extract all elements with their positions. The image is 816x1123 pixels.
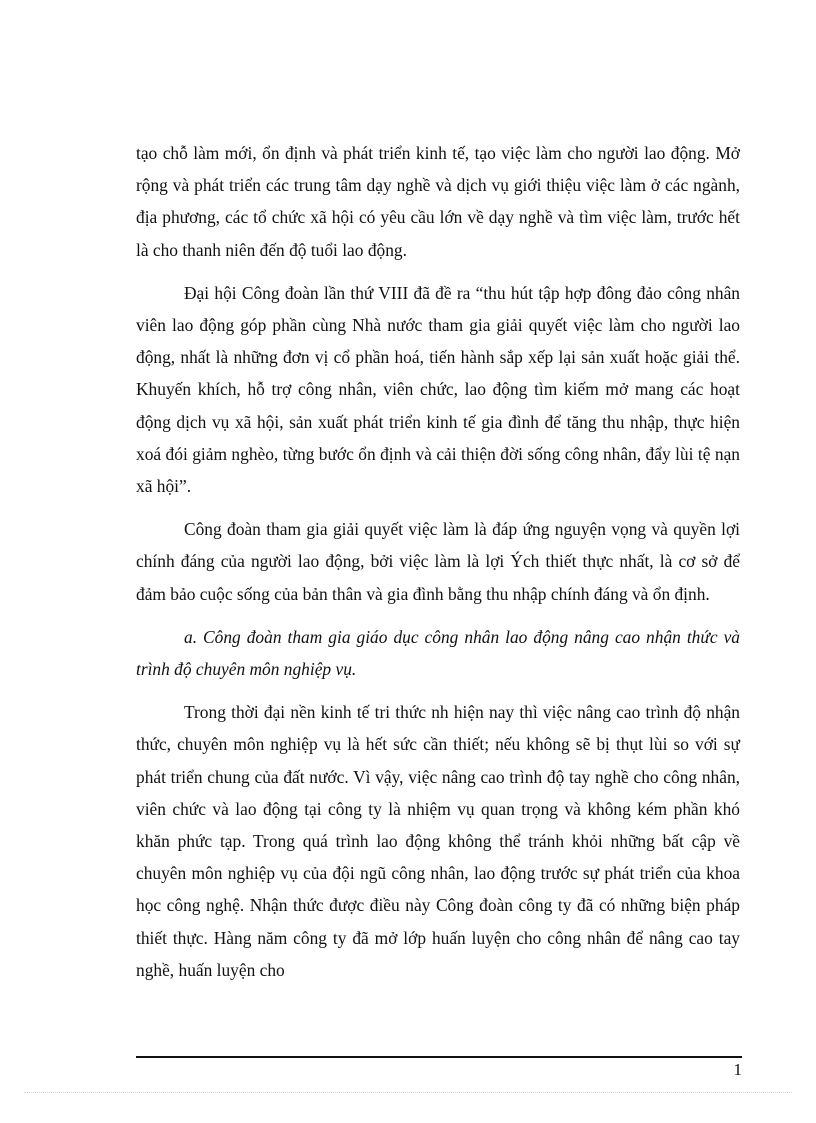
footer-rule [136,1056,742,1058]
paragraph-2: Đại hội Công đoàn lần thứ VIII đã đề ra “thu hút tập hợp đông đảo công nhân viên lao động góp phần cùng Nhà nước tham gia giải quyết việc làm cho người lao động, nhất là những đơn vị cổ phần hoá, tiến hành sắp xếp lại sản xuất hoặc giải thể. Khuyến khích, hỗ trợ công nhân, viên chức, lao động tìm kiếm mở mang các hoạt động dịch vụ xã hội, sản xuất phát triển kinh tế gia đình để tăng thu nhập, thực hiện xoá đói giảm nghèo, từng bước ổn định và cải thiện đời sống công nhân, đẩy lùi tệ nạn xã hội”. [136,282,740,497]
section-heading-a: a. Công đoàn tham gia giáo dục công nhân lao động nâng cao nhận thức và trình độ chuyên môn nghiệp vụ. [136,626,740,680]
page-edge-divider [24,1092,792,1093]
page-number: 1 [733,1060,742,1079]
paragraph-1: tạo chỗ làm mới, ổn định và phát triển kinh tế, tạo việc làm cho người lao động. Mở rộng và phát triển các trung tâm dạy nghề và dịch vụ giới thiệu việc làm ở các ngành, địa phương, các tổ chức xã hội có yêu cầu lớn về dạy nghề và tìm việc làm, trước hết là cho thanh niên đến độ tuổi lao động. [136,143,740,260]
paragraph-4: Trong thời đại nền kinh tế tri thức nh hiện nay thì việc nâng cao trình độ nhận thức, chuyên môn nghiệp vụ là hết sức cần thiết; nếu không sẽ bị thụt lùi so với sự phát triển chung của đất nước. Vì vậy, việc nâng cao trình độ tay nghề cho công nhân, viên chức và lao động tại công ty là nhiệm vụ quan trọng và không kém phần khó khăn phức tạp. Trong quá trình lao động không thể tránh khỏi những bất cập về chuyên môn nghiệp vụ của đội ngũ công nhân, lao động trước sự phát triển của khoa học công nghệ. Nhận thức được điều này Công đoàn công ty đã có những biện pháp thiết thực. Hàng năm công ty đã mở lớp huấn luyện cho công nhân để nâng cao tay nghề, huấn luyện cho [136,702,740,980]
paragraph-3: Công đoàn tham gia giải quyết việc làm là đáp ứng nguyện vọng và quyền lợi chính đáng của người lao động, bởi việc làm là lợi Ých thiết thực nhất, là cơ sở để đảm bảo cuộc sống của bản thân và gia đình bằng thu nhập chính đáng và ổn định. [136,519,740,604]
document-body [136,137,740,997]
